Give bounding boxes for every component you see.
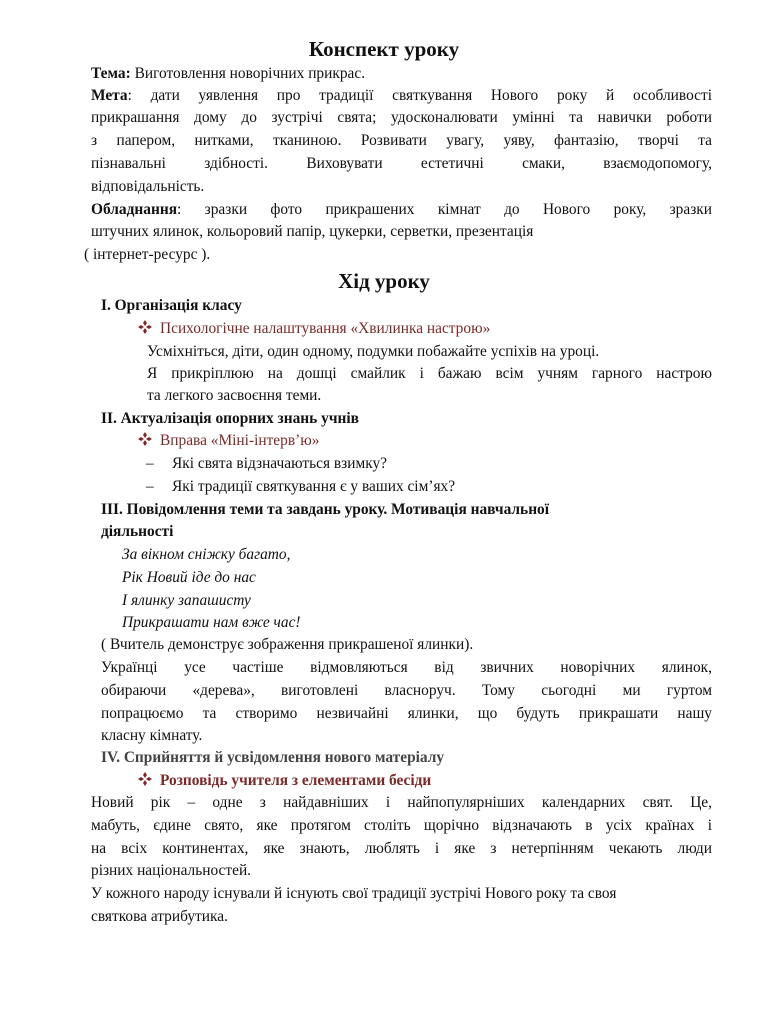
section1-line-2: Я прикріплюю на дошці смайлик і бажаю всім учням гарного настрою — [147, 365, 712, 382]
goal-line-5: відповідальність. — [91, 178, 205, 195]
teacher-note: ( Вчитель демонструє зображення прикрашеної ялинки). — [101, 636, 474, 653]
theme-line — [91, 63, 365, 86]
question-1: – Які свята відзначаються взимку? — [146, 453, 387, 476]
goal-line-1: Мета: дати уявлення про традиції святкування Нового року й особливості — [91, 87, 712, 104]
section2-heading: II. Актуалізація опорних знань учнів — [101, 410, 359, 427]
equipment-label: Обладнання — [91, 201, 178, 218]
goal-label: Мета — [91, 87, 128, 104]
para2-line-1: У кожного народу існували й існують свої традиції зустрічі Нового року та своя — [91, 885, 617, 902]
section4-heading: IV. Сприйняття й усвідомлення нового матеріалу — [101, 749, 445, 766]
para2-line-2: святкова атрибутика. — [91, 908, 228, 925]
section2-item: Вправа «Міні-інтерв’ю» — [138, 430, 319, 453]
poem-line-1: За вікном сніжку багато, — [122, 546, 291, 563]
diamond-bullet-icon — [138, 770, 160, 793]
equipment-line-1: Обладнання: зразки фото прикрашених кімнат до Нового року, зразки — [91, 201, 712, 218]
section4-item: Розповідь учителя з елементами бесіди — [138, 770, 431, 793]
section3-heading-2: діяльності — [101, 523, 174, 540]
para1-line-2: мабуть, єдине свято, яке протягом століть щорічно відзначають в усіх країнах і — [91, 817, 712, 834]
goal-line-4: пізнавальні здібності. Виховувати естетичні смаки, взаємодопомогу, — [91, 155, 712, 172]
poem-line-2: Рік Новий іде до нас — [122, 569, 256, 586]
document-title: Конспект уроку — [308, 37, 460, 61]
section3-heading-1: III. Повідомлення теми та завдань уроку. Мотивація навчальної — [101, 501, 550, 518]
para1-line-1: Новий рік – одне з найдавніших і найпопулярніших календарних свят. Це, — [91, 794, 712, 811]
section3-line-3: попрацюємо та створимо незвичайні ялинки, що будуть прикрашати нашу — [101, 705, 712, 722]
equipment-line-2: штучних ялинок, кольоровий папір, цукерки, серветки, презентація — [91, 223, 534, 240]
section3-line-4: класну кімнату. — [101, 727, 203, 744]
lesson-title: Хід уроку — [338, 269, 430, 293]
para1-line-4: різних національностей. — [91, 862, 252, 879]
section1-item: Психологічне налаштування «Хвилинка настрою» — [138, 318, 490, 341]
goal-line-3: з папером, нитками, тканиною. Розвивати увагу, уяву, фантазію, творчі та — [91, 132, 712, 149]
section1-line-3: та легкого засвоєння теми. — [147, 387, 322, 404]
equipment-line-3: ( інтернет-ресурс ). — [84, 246, 211, 263]
section1-line-1: Усміхніться, діти, один одному, подумки побажайте успіхів на уроці. — [147, 343, 600, 360]
goal-line-2: прикрашання дому до зустрічі свята; удосконалювати умінні та навички роботи — [91, 109, 712, 126]
diamond-bullet-icon — [138, 318, 160, 341]
poem-line-4: Прикрашати нам вже час! — [122, 614, 301, 631]
para1-line-3: на всіх континентах, яке знають, люблять і яке з нетерпінням чекають люди — [91, 840, 712, 857]
question-2: – Які традиції святкування є у ваших сім’ях? — [146, 476, 455, 499]
dash-bullet: – — [146, 478, 154, 495]
section3-line-1: Українці усе частіше відмовляються від звичних новорічних ялинок, — [101, 659, 712, 676]
theme-label: Тема: — [91, 65, 131, 82]
theme-text: Виготовлення новорічних прикрас. — [130, 65, 366, 82]
diamond-bullet-icon — [138, 430, 160, 453]
section3-line-2: обираючи «дерева», виготовлені власноруч. Тому сьогодні ми гуртом — [101, 682, 712, 699]
dash-bullet: – — [146, 455, 154, 472]
section1-heading: I. Організація класу — [101, 297, 242, 314]
poem-line-3: І ялинку запашисту — [122, 592, 251, 609]
